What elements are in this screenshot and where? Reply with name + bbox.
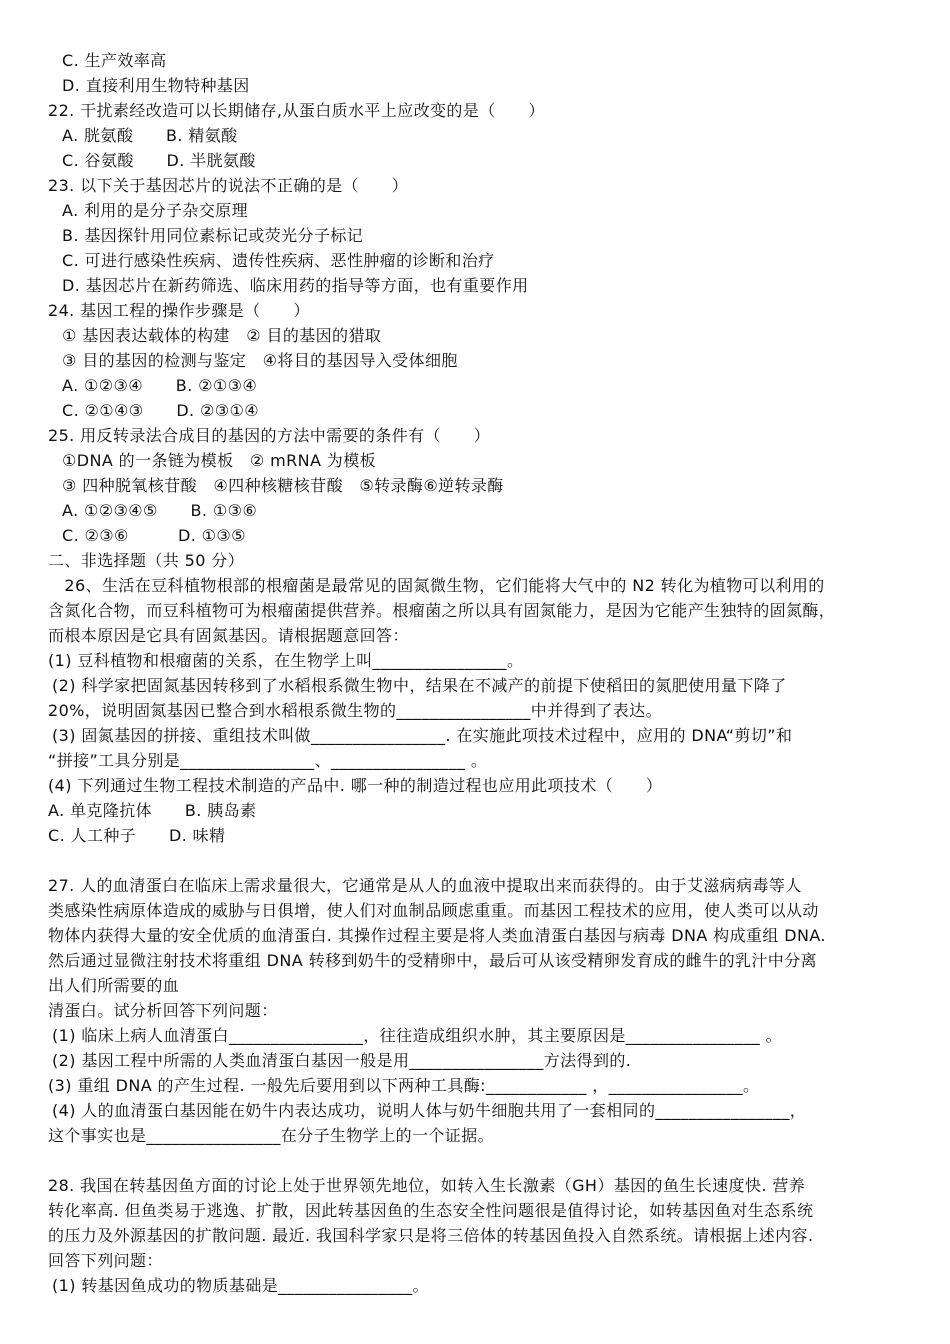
q27-part-4b: 这个事实也是________________在分子生物学上的一个证据。 [48,1126,495,1145]
q24-steps-2: ③ 目的基因的检测与鉴定 ④将目的基因导入受体细胞 [62,351,458,370]
q28-intro-3: 的压力及外源基因的扩散问题. 最近. 我国科学家只是将三倍体的转基因鱼投入自然系统。请根据上述内容. [48,1226,814,1245]
q28-intro-1: 28. 我国在转基因鱼方面的讨论上处于世界领先地位，如转入生长激素（GH）基因的鱼生长速度快. 营养 [48,1176,806,1195]
q26-intro-2: 含氮化合物，而豆科植物可为根瘤菌提供营养。根瘤菌之所以具有固氮能力，是因为它能产生独特的固氮酶， [48,601,836,620]
q26-options-ab: A. 单克隆抗体 B. 胰岛素 [48,801,257,820]
q25-conditions-1: ①DNA 的一条链为模板 ② mRNA 为模板 [62,451,376,470]
q23-option-c: C. 可进行感染性疾病、遗传性疾病、恶性肿瘤的诊断和治疗 [62,251,495,270]
q22-stem: 22. 干扰素经改造可以长期储存,从蛋白质水平上应改变的是（ ） [48,101,545,120]
q27-intro-6: 清蛋白。试分析回答下列问题： [48,1001,278,1020]
q21-option-d: D. 直接利用生物特种基因 [62,76,250,95]
q27-part-1: (1) 临床上病人血清蛋白________________，往往造成组织水肿，其主要原因是________________ 。 [52,1026,783,1045]
q24-stem: 24. 基因工程的操作步骤是（ ） [48,301,310,320]
q27-part-3: (3) 重组 DNA 的产生过程. 一般先后要用到以下两种工具酶:____________ ，________________。 [48,1076,760,1095]
q25-options-ab: A. ①②③④⑤ B. ①③⑥ [62,501,258,520]
section-heading: 二、非选择题（共 50 分） [48,551,245,570]
q24-options-cd: C. ②①④③ D. ②③①④ [62,401,259,420]
q27-part-4a: (4) 人的血清蛋白基因能在奶牛内表达成功，说明人体与奶牛细胞共用了一套相同的________________， [52,1101,807,1120]
q21-option-c: C. 生产效率高 [62,51,167,70]
q27-intro-1: 27. 人的血清蛋白在临床上需求量很大，它通常是从人的血液中提取出来而获得的。由于艾滋病病毒等人 [48,876,802,895]
q28-part-1: (1) 转基因鱼成功的物质基础是________________。 [52,1276,429,1295]
q27-intro-2: 类感染性病原体造成的威胁与日俱增，使人们对血制品顾虑重重。而基因工程技术的应用，使人类可以从动 [48,901,819,920]
q22-options-cd: C. 谷氨酸 D. 半胱氨酸 [62,151,256,170]
q26-part-3b: “拼接”工具分别是________________、________________ 。 [48,751,488,770]
q26-options-cd: C. 人工种子 D. 味精 [48,826,226,845]
q26-part-1: (1) 豆科植物和根瘤菌的关系，在生物学上叫________________。 [48,651,524,670]
q26-part-3a: (3) 固氮基因的拼接、重组技术叫做________________. 在实施此项技术过程中，应用的 DNA“剪切”和 [52,726,793,745]
q26-part-4: (4) 下列通过生物工程技术制造的产品中. 哪一种的制造过程也应用此项技术（ ） [48,776,663,795]
q27-intro-4: 然后通过显微注射技术将重组 DNA 转移到奶牛的受精卵中，最后可从该受精卵发育成的雌牛的乳汁中分离 [48,951,818,970]
q28-intro-4: 回答下列问题： [48,1251,163,1270]
q23-option-a: A. 利用的是分子杂交原理 [62,201,249,220]
q27-intro-5: 出人们所需要的血 [48,976,180,995]
q26-part-2a: (2) 科学家把固氮基因转移到了水稻根系微生物中，结果在不减产的前提下使稻田的氮肥使用量下降了 [52,676,787,695]
q26-part-2b: 20%，说明固氮基因已整合到水稻根系微生物的________________中并得到了表达。 [48,701,662,720]
q24-steps-1: ① 基因表达载体的构建 ② 目的基因的猎取 [62,326,382,345]
q26-intro-3: 而根本原因是它具有固氮基因。请根据题意回答： [48,626,409,645]
q23-option-d: D. 基因芯片在新药筛选、临床用药的指导等方面，也有重要作用 [62,276,529,295]
q25-stem: 25. 用反转录法合成目的基因的方法中需要的条件有（ ） [48,426,491,445]
q23-option-b: B. 基因探针用同位素标记或荧光分子标记 [62,226,364,245]
q28-intro-2: 转化率高. 但鱼类易于逃逸、扩散，因此转基因鱼的生态安全性问题很是值得讨论，如转基因鱼对生态系统 [48,1201,814,1220]
q25-conditions-2: ③ 四种脱氧核苷酸 ④四种核糖核苷酸 ⑤转录酶⑥逆转录酶 [62,476,504,495]
q24-options-ab: A. ①②③④ B. ②①③④ [62,376,258,395]
q27-intro-3: 物体内获得大量的安全优质的血清蛋白. 其操作过程主要是将人类血清蛋白基因与病毒 DNA 构成重组 DNA. [48,926,826,945]
q25-options-cd: C. ②③⑥ D. ①③⑤ [62,526,246,545]
q26-intro-1: 26、生活在豆科植物根部的根瘤菌是最常见的固氮微生物，它们能将大气中的 N2 转化为植物可以利用的 [48,576,825,595]
q27-part-2: (2) 基因工程中所需的人类血清蛋白基因一般是用________________方法得到的. [52,1051,632,1070]
q23-stem: 23. 以下关于基因芯片的说法不正确的是（ ） [48,176,409,195]
q22-options-ab: A. 胱氨酸 B. 精氨酸 [62,126,238,145]
